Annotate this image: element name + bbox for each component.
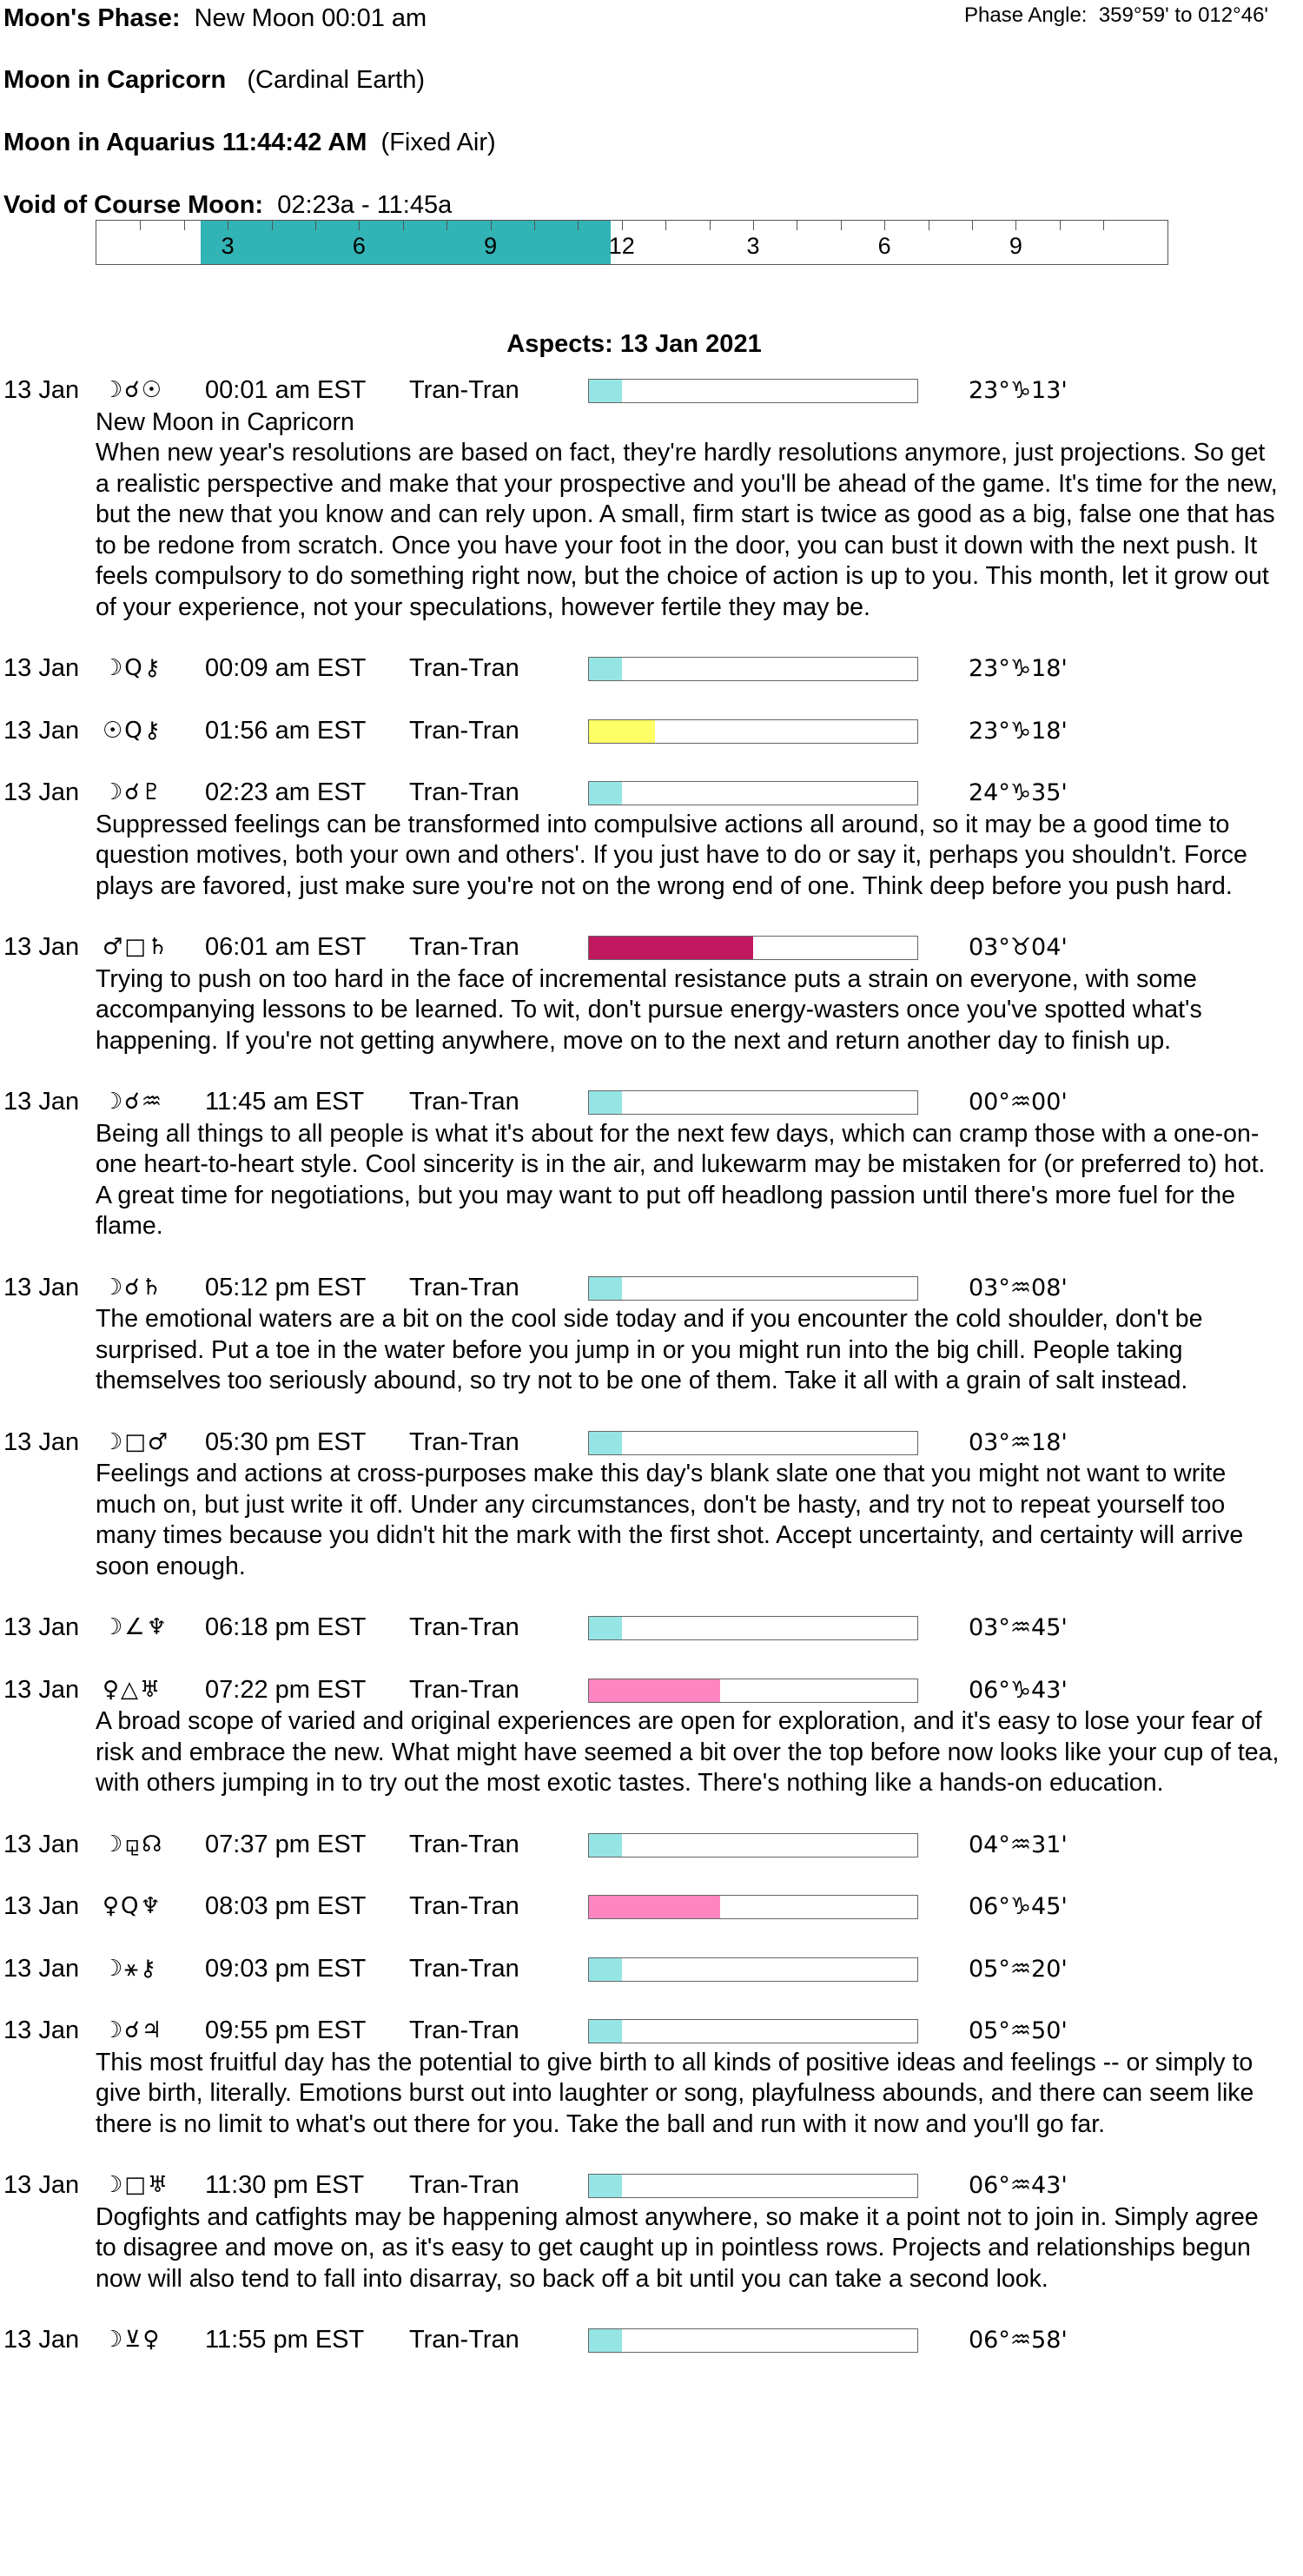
voc-hour-label: 9 bbox=[1009, 233, 1022, 259]
aspect-type: Tran-Tran bbox=[409, 1088, 519, 1116]
aspect-date: 13 Jan bbox=[3, 716, 80, 745]
aspect-degree: 06°♒58' bbox=[969, 2327, 1068, 2354]
moon-phase-value: New Moon 00:01 am bbox=[194, 4, 427, 32]
aspect-type: Tran-Tran bbox=[409, 1892, 519, 1920]
voc-tick bbox=[184, 221, 185, 230]
aspect-type: Tran-Tran bbox=[409, 376, 519, 404]
aspect-glyphs: ☽∠♆ bbox=[103, 1614, 169, 1640]
aspect-glyphs: ☽□♂ bbox=[103, 1428, 170, 1455]
voc-timeline bbox=[96, 220, 1168, 265]
aspect-type: Tran-Tran bbox=[409, 1830, 519, 1858]
phase-angle-label: Phase Angle: bbox=[964, 3, 1088, 27]
aspect-date: 13 Jan bbox=[3, 2326, 80, 2354]
voc-tick bbox=[140, 221, 141, 230]
moon-sign2-quality: (Fixed Air) bbox=[380, 129, 496, 156]
phase-angle bbox=[964, 3, 1268, 28]
aspect-type: Tran-Tran bbox=[409, 716, 519, 745]
aspect-description: This most fruitful day has the potential to give birth to all kinds of positive ideas and feelings -- or simply to give birth, literally. Emotions burst out into laughter or song, playfulness abounds, and there can seem like there is no limit to what's out there for you. Take the ball and run with it now and you'll go far. bbox=[96, 2048, 1254, 2138]
aspect-time: 11:45 am EST bbox=[205, 1088, 365, 1116]
aspect-degree: 03°♒45' bbox=[969, 1614, 1068, 1641]
aspect-time: 01:56 am EST bbox=[205, 716, 367, 745]
aspect-strength-fill bbox=[589, 782, 622, 805]
aspect-strength-fill bbox=[589, 1958, 622, 1981]
voc-hour-label: 12 bbox=[608, 233, 635, 259]
voc-tick bbox=[315, 221, 316, 230]
aspect-strength-fill bbox=[589, 1679, 720, 1702]
moon-phase-label: Moon's Phase: bbox=[3, 4, 181, 32]
aspect-strength-bar bbox=[588, 1833, 918, 1858]
aspect-strength-fill bbox=[589, 1834, 622, 1857]
voc-tick bbox=[272, 221, 273, 230]
voc-tick bbox=[491, 221, 492, 230]
aspect-strength-fill bbox=[589, 1432, 622, 1454]
aspect-date: 13 Jan bbox=[3, 1830, 80, 1858]
voc-hour-label: 9 bbox=[484, 233, 498, 259]
aspect-strength-bar bbox=[588, 657, 918, 681]
aspect-type: Tran-Tran bbox=[409, 2016, 519, 2044]
aspect-date: 13 Jan bbox=[3, 1675, 80, 1704]
aspect-degree: 03°♒08' bbox=[969, 1274, 1068, 1301]
aspect-glyphs: ☽⊻♀ bbox=[103, 2327, 162, 2353]
aspect-strength-bar bbox=[588, 1276, 918, 1301]
aspect-glyphs: ☽☌♄ bbox=[103, 1274, 164, 1301]
aspect-time: 09:55 pm EST bbox=[205, 2016, 367, 2044]
aspect-time: 00:01 am EST bbox=[205, 376, 367, 404]
voc-tick bbox=[1060, 221, 1061, 230]
aspect-strength-fill bbox=[589, 1277, 622, 1300]
aspect-description: Feelings and actions at cross-purposes make this day's blank slate one that you might not want to write much on, but just write it off. Under any circumstances, don't be hasty, and try not to repeat yourself too many times because you didn't hit the mark with the first shot. Accept uncertainty, and certainty will arrive soon enough. bbox=[96, 1460, 1244, 1580]
aspect-glyphs: ♀△♅ bbox=[103, 1676, 162, 1703]
aspect-glyphs: ♂□♄ bbox=[103, 934, 170, 960]
aspect-description: Being all things to all people is what it's about for the next few days, which can cramp those with a one-on-one heart-to-heart style. Cool sincerity is in the air, and lukewarm may be mistaken for (or preferred to) hot. A great time for negotiations, but you may want to put off headlong passion until there's more fuel for the flame. bbox=[96, 1119, 1266, 1240]
aspect-degree: 03°♉04' bbox=[969, 934, 1068, 961]
aspect-degree: 04°♒31' bbox=[969, 1831, 1068, 1858]
aspect-glyphs: ☉Q⚷ bbox=[103, 717, 162, 744]
aspect-strength-bar bbox=[588, 379, 918, 403]
aspect-degree: 05°♒50' bbox=[969, 2017, 1068, 2044]
aspect-degree: 23°♑13' bbox=[969, 377, 1068, 404]
aspect-time: 06:18 pm EST bbox=[205, 1613, 367, 1641]
voc-tick bbox=[841, 221, 842, 230]
aspect-strength-fill bbox=[589, 380, 622, 402]
voc-label: Void of Course Moon: bbox=[3, 191, 264, 219]
aspect-description: The emotional waters are a bit on the cool side today and if you encounter the cold shoulder, don't be surprised. Put a toe in the water before you jump in or you might run into the big chill. People taking themselves too seriously abound, so try not to be one of them. Take it all with a grain of salt instead. bbox=[96, 1305, 1203, 1394]
aspect-strength-bar bbox=[588, 1616, 918, 1640]
aspect-strength-fill bbox=[589, 937, 753, 959]
aspect-type: Tran-Tran bbox=[409, 2326, 519, 2354]
aspect-strength-bar bbox=[588, 2328, 918, 2353]
aspect-type: Tran-Tran bbox=[409, 1427, 519, 1456]
voc-tick bbox=[1103, 221, 1104, 230]
aspect-date: 13 Jan bbox=[3, 376, 80, 404]
aspect-glyphs: ☽⚼☊ bbox=[103, 1831, 164, 1858]
voc-tick bbox=[710, 221, 711, 230]
aspect-date: 13 Jan bbox=[3, 1088, 80, 1116]
aspect-strength-bar bbox=[588, 1431, 918, 1455]
aspect-time: 02:23 am EST bbox=[205, 778, 367, 806]
aspect-strength-bar bbox=[588, 1679, 918, 1703]
aspect-time: 11:55 pm EST bbox=[205, 2326, 365, 2354]
aspect-description: Dogfights and catfights may be happening almost anywhere, so make it a point not to join in. Simply agree to disagree and move on, as it's easy to get caught up in pointless rows. Projects and relationships begun now will also tend to fall into disarray, so back off a bit until you can take a second look. bbox=[96, 2202, 1259, 2293]
voc-fill bbox=[201, 221, 611, 264]
aspect-degree: 06°♒43' bbox=[969, 2172, 1068, 2199]
aspect-strength-fill bbox=[589, 2329, 622, 2352]
aspect-date: 13 Jan bbox=[3, 778, 80, 806]
voc-tick bbox=[665, 221, 666, 230]
aspect-subtitle: New Moon in Capricorn bbox=[96, 407, 354, 436]
aspects-title: Aspects: 13 Jan 2021 bbox=[506, 330, 762, 358]
aspect-description: Trying to push on too hard in the face of incremental resistance puts a strain on everyone, with some accompanying lessons to be learned. To wit, don't pursue energy-wasters once you've spotted what's happening. If you're not getting anywhere, move on to the next and return another day to finish up. bbox=[96, 964, 1202, 1055]
voc-hour-label: 3 bbox=[221, 233, 235, 259]
voc-tick bbox=[446, 221, 447, 230]
moon-sign-aquarius bbox=[3, 129, 496, 157]
aspect-glyphs: ☽⚹⚷ bbox=[103, 1955, 158, 1982]
aspect-description: When new year's resolutions are based on fact, they're hardly resolutions anymore, just projections. So get a realistic perspective and make that your prospective and you'll be ahead of the game. It's time for the new, but the new that you know and can rely upon. A small, firm start is twice as good as a big, false one that has to be redone from scratch. Once you have your foot in the door, you can bust it down with the next push. It feels compulsory to do something right now, but the choice of action is up to you. This month, let it grow out of your experience, not your speculations, however fertile they may be. bbox=[96, 439, 1278, 621]
phase-angle-value: 359°59' to 012°46' bbox=[1098, 3, 1268, 27]
aspect-time: 08:03 pm EST bbox=[205, 1892, 367, 1920]
aspect-glyphs: ☽☌☉ bbox=[103, 377, 164, 403]
aspect-strength-fill bbox=[589, 2175, 622, 2197]
voc-hour-label: 6 bbox=[877, 233, 891, 259]
aspect-time: 00:09 am EST bbox=[205, 654, 367, 682]
void-of-course bbox=[3, 191, 452, 220]
aspect-glyphs: ♀Q♆ bbox=[103, 1893, 162, 1919]
aspect-strength-bar bbox=[588, 1090, 918, 1115]
voc-tick bbox=[622, 221, 623, 230]
voc-hour-label: 3 bbox=[746, 233, 760, 259]
aspect-type: Tran-Tran bbox=[409, 1675, 519, 1704]
aspect-type: Tran-Tran bbox=[409, 654, 519, 682]
aspect-degree: 06°♑45' bbox=[969, 1893, 1068, 1920]
aspect-description: A broad scope of varied and original experiences are open for exploration, and it's easy to lose your fear of risk and embrace the new. What might have seemed a bit over the top before now looks like your cup of tea, with others jumping in to try out the most exotic tastes. There's nothing like a hands-on education. bbox=[96, 1707, 1280, 1797]
aspect-time: 06:01 am EST bbox=[205, 933, 367, 961]
aspect-type: Tran-Tran bbox=[409, 778, 519, 806]
aspect-time: 09:03 pm EST bbox=[205, 1954, 367, 1983]
aspect-time: 05:30 pm EST bbox=[205, 1427, 367, 1456]
moon-phase-line bbox=[3, 4, 427, 33]
aspect-date: 13 Jan bbox=[3, 1427, 80, 1456]
aspect-type: Tran-Tran bbox=[409, 1613, 519, 1641]
aspect-degree: 23°♑18' bbox=[969, 717, 1068, 745]
aspect-degree: 00°♒00' bbox=[969, 1089, 1068, 1116]
aspect-strength-bar bbox=[588, 1957, 918, 1982]
aspect-strength-bar bbox=[588, 719, 918, 744]
aspect-glyphs: ☽Q⚷ bbox=[103, 655, 162, 681]
voc-tick bbox=[972, 221, 973, 230]
aspect-strength-fill bbox=[589, 720, 655, 743]
aspect-glyphs: ☽□♅ bbox=[103, 2172, 170, 2198]
aspect-date: 13 Jan bbox=[3, 1954, 80, 1983]
aspect-date: 13 Jan bbox=[3, 1892, 80, 1920]
voc-value: 02:23a - 11:45a bbox=[277, 191, 453, 219]
moon-sign-capricorn bbox=[3, 66, 425, 95]
voc-tick bbox=[884, 221, 885, 230]
aspect-date: 13 Jan bbox=[3, 654, 80, 682]
aspect-strength-bar bbox=[588, 781, 918, 805]
voc-tick bbox=[578, 221, 579, 230]
aspect-type: Tran-Tran bbox=[409, 1273, 519, 1301]
aspect-strength-bar bbox=[588, 2174, 918, 2198]
aspect-time: 05:12 pm EST bbox=[205, 1273, 367, 1301]
aspect-degree: 23°♑18' bbox=[969, 655, 1068, 682]
aspect-strength-bar bbox=[588, 936, 918, 960]
aspect-strength-fill bbox=[589, 1896, 720, 1918]
aspect-type: Tran-Tran bbox=[409, 2171, 519, 2199]
aspect-date: 13 Jan bbox=[3, 1613, 80, 1641]
aspect-strength-fill bbox=[589, 658, 622, 680]
moon-sign1-quality: (Cardinal Earth) bbox=[247, 66, 426, 94]
aspect-glyphs: ☽☌♒ bbox=[103, 1089, 164, 1115]
aspect-date: 13 Jan bbox=[3, 2016, 80, 2044]
aspect-time: 07:22 pm EST bbox=[205, 1675, 367, 1704]
aspect-degree: 06°♑43' bbox=[969, 1676, 1068, 1704]
aspect-strength-fill bbox=[589, 1617, 622, 1639]
aspect-type: Tran-Tran bbox=[409, 933, 519, 961]
voc-tick bbox=[403, 221, 404, 230]
aspect-degree: 05°♒20' bbox=[969, 1955, 1068, 1983]
aspect-strength-bar bbox=[588, 1895, 918, 1919]
aspect-date: 13 Jan bbox=[3, 933, 80, 961]
aspect-time: 11:30 pm EST bbox=[205, 2171, 365, 2199]
aspect-degree: 24°♑35' bbox=[969, 779, 1068, 806]
voc-tick bbox=[1015, 221, 1016, 230]
aspect-date: 13 Jan bbox=[3, 1273, 80, 1301]
aspect-type: Tran-Tran bbox=[409, 1954, 519, 1983]
aspect-degree: 03°♒18' bbox=[969, 1428, 1068, 1456]
aspect-description: Suppressed feelings can be transformed into compulsive actions all around, so it may be a good time to question motives, both your own and others'. If you just have to do or say it, perhaps you shouldn't. Force plays are favored, just make sure you're not on the wrong end of one. Think deep before you push hard. bbox=[96, 810, 1247, 900]
aspect-date: 13 Jan bbox=[3, 2171, 80, 2199]
voc-tick bbox=[359, 221, 360, 230]
voc-hour-label: 6 bbox=[352, 233, 366, 259]
aspect-time: 07:37 pm EST bbox=[205, 1830, 367, 1858]
moon-sign1-label: Moon in Capricorn bbox=[3, 66, 227, 94]
aspect-glyphs: ☽☌♃ bbox=[103, 2017, 164, 2043]
aspect-strength-fill bbox=[589, 1091, 622, 1114]
moon-sign2-label: Moon in Aquarius 11:44:42 AM bbox=[3, 129, 367, 156]
voc-tick bbox=[753, 221, 754, 230]
aspect-glyphs: ☽☌♇ bbox=[103, 779, 164, 805]
voc-tick bbox=[534, 221, 535, 230]
aspect-strength-bar bbox=[588, 2019, 918, 2043]
aspect-strength-fill bbox=[589, 2020, 622, 2043]
